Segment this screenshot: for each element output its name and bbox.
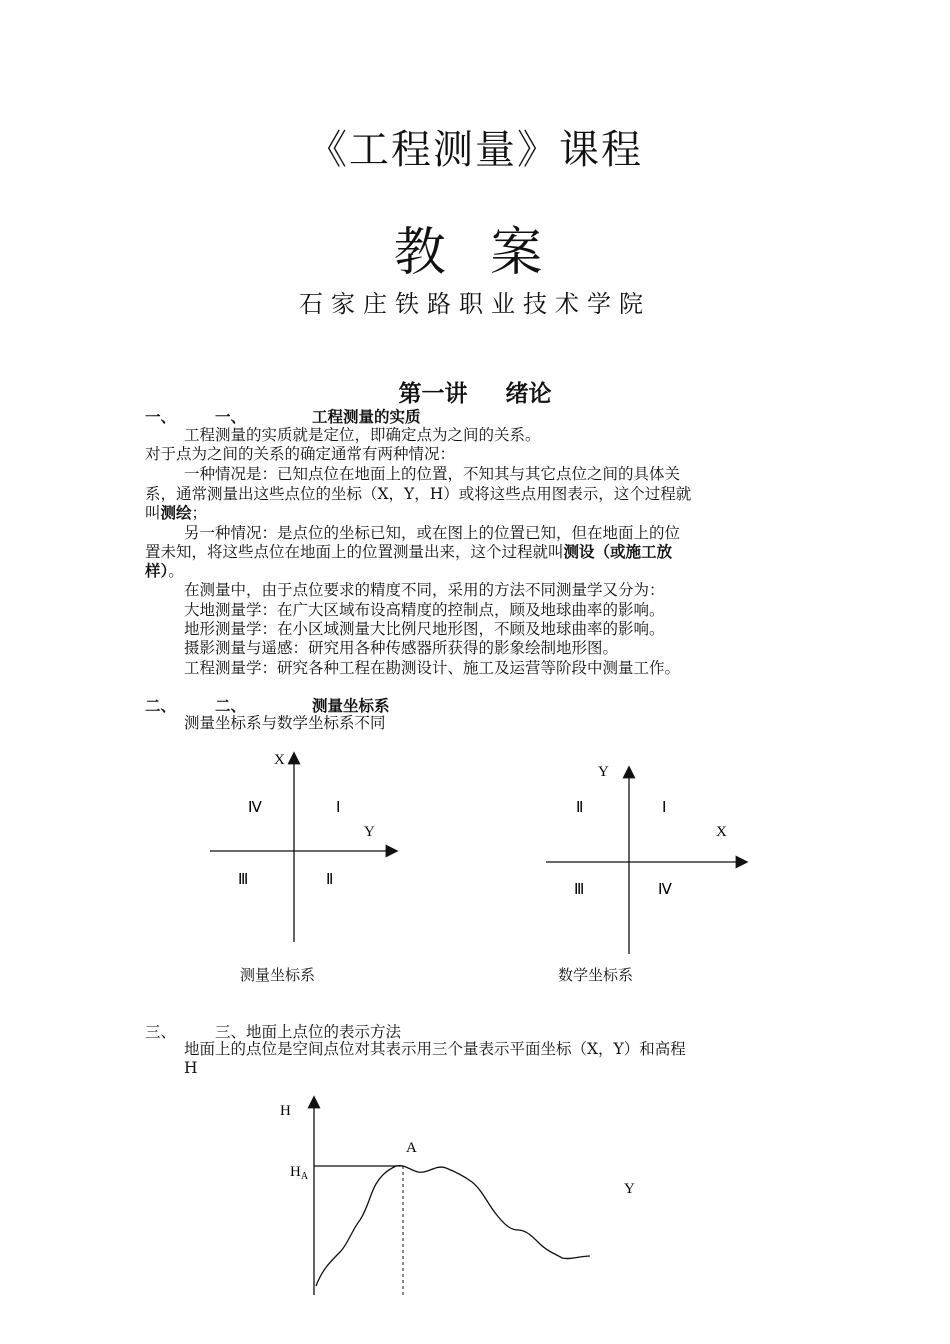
- section1-paragraph-3-line2: 系，通常测量出这些点位的坐标（X，Y，H）或将这些点用图表示，这个过程就: [145, 485, 692, 503]
- lecture-number: 第一讲: [398, 381, 468, 407]
- math-quadrant-i: Ⅰ: [662, 800, 667, 816]
- point-a-label: A: [406, 1140, 417, 1156]
- math-vertical-label: Y: [598, 764, 609, 780]
- math-horizontal-label: X: [716, 824, 727, 840]
- text-fragment: ；: [191, 504, 208, 522]
- survey-vertical-label: X: [274, 752, 285, 768]
- section1-paragraph-5: 在测量中，由于点位要求的精度不同，采用的方法不同测量学又分为：: [184, 581, 665, 599]
- photogrammetry-definition: 摄影测量与遥感：研究用各种传感器所获得的影象绘制地形图。: [184, 639, 619, 657]
- term-setting-out: 测设（或施工放: [563, 543, 673, 561]
- section1-paragraph-4-line3: [145, 561, 184, 581]
- math-quadrant-iii: Ⅲ: [574, 882, 585, 898]
- term-setting-out-end: 样）: [145, 562, 169, 580]
- plan-title: 教 案: [393, 223, 557, 283]
- text-fragment: 置未知，将这些点位在地面上的位置测量出来，这个过程就叫: [145, 543, 564, 561]
- engineering-survey-definition: 工程测量学：研究各种工程在勘测设计、施工及运营等阶段中测量工作。: [184, 659, 681, 677]
- geodesy-definition: 大地测量学：在广大区域布设高精度的控制点，顾及地球曲率的影响。: [184, 601, 665, 619]
- section2-paragraph-1: 测量坐标系与数学坐标系不同: [184, 714, 386, 732]
- survey-quadrant-iv: Ⅳ: [248, 800, 262, 816]
- text-fragment: 。: [168, 562, 184, 580]
- math-coordinate-caption: 数学坐标系: [558, 968, 634, 984]
- height-a-label: [290, 1164, 309, 1182]
- section1-title: 工程测量的实质: [312, 408, 421, 426]
- section1-paragraph-1: 工程测量的实质就是定位，即确定点为之间的关系。: [184, 426, 541, 444]
- topographic-definition: 地形测量学：在小区域测量大比例尺地形图，不顾及地球曲率的影响。: [184, 620, 665, 638]
- section1-paragraph-4-line2: [145, 542, 672, 562]
- survey-horizontal-label: Y: [364, 824, 375, 840]
- terrain-profile-diagram: [270, 1090, 670, 1300]
- math-quadrant-ii: Ⅱ: [576, 800, 584, 816]
- survey-quadrant-ii: Ⅱ: [326, 872, 334, 888]
- section3-paragraph-1-cont: H: [184, 1059, 198, 1077]
- section1-number-b: 一、: [215, 408, 247, 426]
- math-quadrant-iv: Ⅳ: [658, 882, 672, 898]
- height-axis-label: H: [280, 1103, 291, 1119]
- survey-quadrant-iii: Ⅲ: [238, 872, 249, 888]
- section1-paragraph-2: 对于点为之间的关系的确定通常有两种情况：: [145, 445, 456, 463]
- section3-paragraph-1: 地面上的点位是空间点位对其表示用三个量表示平面坐标（X，Y）和高程: [184, 1040, 686, 1058]
- survey-coordinate-diagram: [200, 740, 420, 950]
- section1-paragraph-3-line1: 一种情况是：已知点位在地面上的位置，不知其与其它点位之间的具体关: [184, 465, 681, 483]
- section3-number: 三、: [145, 1023, 177, 1041]
- section1-number-a: 一、: [145, 408, 177, 426]
- section2-number-a: 二、: [145, 697, 177, 715]
- section1-paragraph-4-line1: 另一种情况：是点位的坐标已知，或在图上的位置已知，但在地面上的位: [184, 524, 681, 542]
- section2-title: 测量坐标系: [312, 697, 390, 715]
- text-fragment: 叫: [145, 504, 161, 522]
- height-a-subscript: A: [300, 1171, 309, 1182]
- height-a-main: H: [290, 1164, 301, 1180]
- lecture-name: 绪论: [505, 381, 552, 407]
- course-title: 《工程测量》课程: [307, 127, 643, 173]
- section2-number-b: 二、: [215, 697, 247, 715]
- section1-paragraph-3-line3: [145, 503, 207, 523]
- school-name: 石家庄铁路职业技术学院: [299, 290, 651, 318]
- profile-y-label: Y: [624, 1181, 635, 1197]
- terrain-profile-line: [316, 1166, 590, 1286]
- survey-coordinate-caption: 测量坐标系: [240, 968, 316, 984]
- section3-title: 三、地面上点位的表示方法: [215, 1023, 402, 1041]
- term-mapping: 测绘: [160, 504, 192, 522]
- survey-quadrant-i: Ⅰ: [336, 800, 341, 816]
- math-coordinate-diagram: [540, 750, 760, 960]
- lecture-heading: [0, 375, 950, 408]
